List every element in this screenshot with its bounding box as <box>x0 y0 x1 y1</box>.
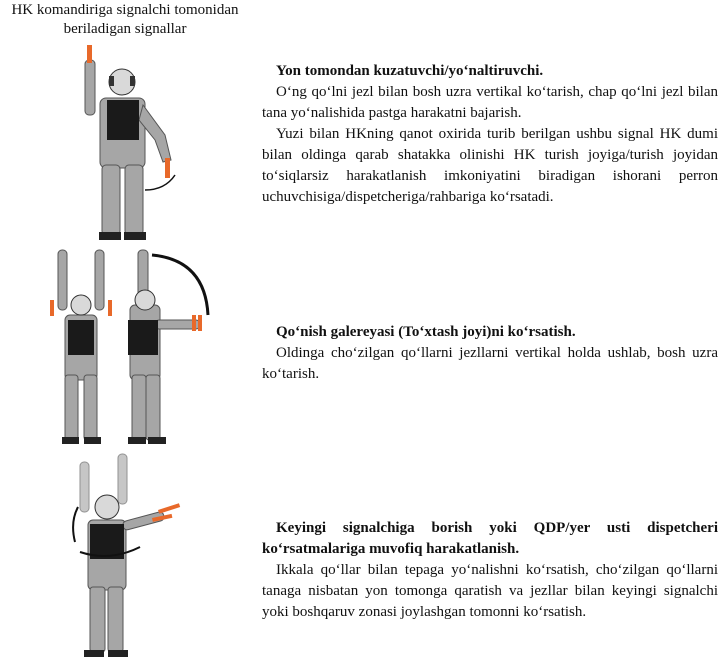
vest <box>107 100 139 140</box>
motion-arrow-icon <box>145 175 175 190</box>
signal-title: Keyingi signalchiga borish yoki QDP/yer usti dispetcheri ko‘rsatmalariga muvofiq harakatlanish. <box>262 520 718 557</box>
wand-icon <box>87 45 92 63</box>
signal-paragraph: Oldinga cho‘zilgan qo‘llarni jezllarni vertikal holda ushlab, bosh uzra ko‘tarish. <box>262 345 718 382</box>
signal-description-1 <box>262 61 718 208</box>
signal-illustration-next-marshaller <box>70 452 190 664</box>
wand-icon <box>165 158 170 178</box>
signal-illustration-gallery <box>40 245 220 455</box>
signal-paragraph: O‘ng qo‘lni jezl bilan bosh uzra vertikal ko‘tarish, chap qo‘lni jezl bilan tana yo‘nalishida pastga harakatni bajarish. <box>262 84 718 121</box>
document-heading: HK komandiriga signalchi tomonidan beriladigan signallar <box>11 2 239 37</box>
wand-icon <box>192 315 196 331</box>
signal-paragraph: Yuzi bilan HKning qanot oxirida turib berilgan ushbu signal HK dumi bilan oldinga qarab shatakka olinishi HK turish joyiga/turish joyidan to‘siqlarsiz harakatlanish imkoniyatini biradigan ishorani perron uchuvchisiga/dispetcheriga/rahbariga ko‘rsatadi. <box>262 126 718 205</box>
wand-icon <box>108 300 112 316</box>
signal-title: Qo‘nish galereyasi (To‘xtash joyi)ni ko‘rsatish. <box>276 324 576 340</box>
signal-description-2 <box>262 322 718 385</box>
signal-description-3 <box>262 518 718 623</box>
motion-arrow-icon <box>152 255 208 315</box>
signal-illustration-side-guide <box>55 40 195 250</box>
signal-title: Yon tomondan kuzatuvchi/yo‘naltiruvchi. <box>276 63 544 79</box>
wand-icon <box>50 300 54 316</box>
signal-paragraph: Ikkala qo‘llar bilan tepaga yo‘nalishni ko‘rsatish, cho‘zilgan qo‘llarni tanaga nisbatan yon tomonga qaratish va jezllar bilan keyingi signalchi yoki boshqaruv zonasi joylashgan tomonni ko‘rsatish. <box>262 562 718 620</box>
wand-icon <box>198 315 202 331</box>
wand-icon <box>158 503 180 514</box>
